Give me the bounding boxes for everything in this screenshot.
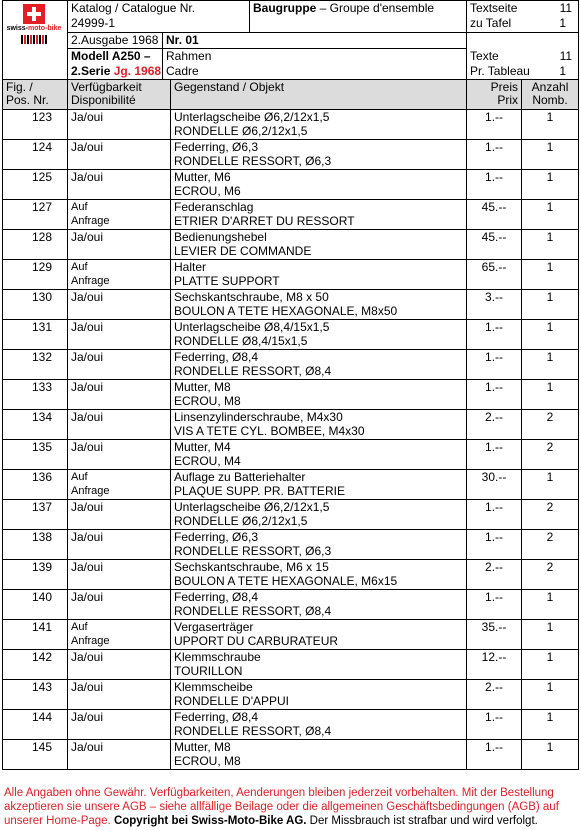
item-name-de: Mutter, M8 — [174, 740, 231, 754]
price: 1.-- — [467, 500, 522, 530]
quantity: 1 — [522, 290, 579, 320]
item-name-de: Auflage zu Batteriehalter — [174, 470, 306, 484]
group-name-fr: Cadre — [166, 64, 199, 78]
position-number: 125 — [3, 170, 68, 200]
availability: Ja/oui — [71, 530, 104, 544]
table-row — [3, 380, 579, 410]
disclaimer — [4, 786, 579, 828]
position-number: 145 — [3, 740, 68, 770]
item-name-fr: ECROU, M8 — [174, 754, 241, 768]
item-name-de: Federring, Ø8,4 — [174, 710, 259, 724]
position-number: 141 — [3, 620, 68, 650]
table-row — [3, 140, 579, 170]
table-row — [3, 710, 579, 740]
quantity: 1 — [522, 350, 579, 380]
item-name-fr: RONDELLE RESSORT, Ø6,3 — [174, 544, 332, 558]
textseite-box — [467, 1, 579, 33]
price: 1.-- — [467, 740, 522, 770]
position-number: 144 — [3, 710, 68, 740]
tafel-value: 1 — [559, 16, 567, 30]
tableau-label: Pr. Tableau — [470, 64, 530, 78]
item-name-fr: RONDELLE RESSORT, Ø8,4 — [174, 604, 332, 618]
position-number: 133 — [3, 380, 68, 410]
availability: Ja/oui — [71, 710, 104, 724]
table-row — [3, 650, 579, 680]
item-name-fr: RONDELLE D'APPUI — [174, 694, 289, 708]
stripes-icon — [6, 35, 62, 44]
quantity: 1 — [522, 140, 579, 170]
item-name-de: Unterlagscheibe Ø6,2/12x1,5 — [174, 110, 330, 124]
position-number: 138 — [3, 530, 68, 560]
table-row — [3, 290, 579, 320]
textseite-label: Textseite — [470, 1, 518, 15]
item-name-fr: RONDELLE Ø6,2/12x1,5 — [174, 124, 308, 138]
availability: Auf Anfrage — [71, 471, 110, 497]
price: 1.-- — [467, 350, 522, 380]
item-name-fr: TOURILLON — [174, 664, 243, 678]
item-name-de: Federring, Ø6,3 — [174, 140, 259, 154]
price: 1.-- — [467, 170, 522, 200]
availability: Ja/oui — [71, 410, 104, 424]
group-label: Baugruppe — [253, 1, 317, 15]
quantity: 1 — [522, 740, 579, 770]
table-row — [3, 500, 579, 530]
catalog-label: Katalog / Catalogue Nr. — [71, 1, 196, 15]
item-name-de: Bedienungshebel — [174, 230, 267, 244]
position-number: 136 — [3, 470, 68, 500]
tafel-label: zu Tafel — [470, 16, 512, 30]
quantity: 1 — [522, 710, 579, 740]
position-number: 124 — [3, 140, 68, 170]
texte-box — [467, 33, 579, 80]
price: 1.-- — [467, 440, 522, 470]
position-number: 137 — [3, 500, 68, 530]
swiss-moto-bike-logo — [6, 4, 62, 44]
price: 1.-- — [467, 110, 522, 140]
table-row — [3, 410, 579, 440]
table-row — [3, 470, 579, 500]
price: 12.-- — [467, 650, 522, 680]
availability: Ja/oui — [71, 650, 104, 664]
item-name-fr: RONDELLE Ø6,2/12x1,5 — [174, 514, 308, 528]
availability: Ja/oui — [71, 350, 104, 364]
quantity: 1 — [522, 260, 579, 290]
series-year: Jg. 1968 — [113, 64, 162, 78]
item-name-fr: VIS A TETE CYL. BOMBEE, M4x30 — [174, 424, 365, 438]
col-fig-1: Fig. / — [6, 80, 33, 94]
position-number: 134 — [3, 410, 68, 440]
group-label-fr: – Groupe d'ensemble — [316, 1, 435, 15]
quantity: 1 — [522, 320, 579, 350]
item-name-de: Klemmschraube — [174, 650, 261, 664]
table-row — [3, 530, 579, 560]
position-number: 127 — [3, 200, 68, 230]
table-row — [3, 170, 579, 200]
item-name-fr: PLAQUE SUPP. PR. BATTERIE — [174, 484, 345, 498]
quantity: 1 — [522, 590, 579, 620]
availability: Auf Anfrage — [71, 201, 110, 227]
item-name-de: Mutter, M6 — [174, 170, 231, 184]
item-name-fr: LEVIER DE COMMANDE — [174, 244, 312, 258]
price: 1.-- — [467, 530, 522, 560]
catalog-info — [68, 1, 467, 33]
item-name-de: Halter — [174, 260, 207, 274]
price: 1.-- — [467, 590, 522, 620]
position-number: 123 — [3, 110, 68, 140]
item-name-fr: ECROU, M6 — [174, 184, 241, 198]
quantity: 1 — [522, 170, 579, 200]
price: 65.-- — [467, 260, 522, 290]
availability: Ja/oui — [71, 680, 104, 694]
item-name-fr: UPPORT DU CARBURATEUR — [174, 634, 339, 648]
group-number: Nr. 01 — [163, 33, 466, 49]
table-row — [3, 740, 579, 770]
price: 1.-- — [467, 380, 522, 410]
quantity: 1 — [522, 650, 579, 680]
position-number: 140 — [3, 590, 68, 620]
price: 45.-- — [467, 230, 522, 260]
table-row — [3, 590, 579, 620]
availability: Ja/oui — [71, 560, 104, 574]
price: 2.-- — [467, 410, 522, 440]
item-name-de: Sechskantschraube, M6 x 15 — [174, 560, 329, 574]
quantity: 2 — [522, 530, 579, 560]
parts-table — [2, 0, 579, 770]
availability: Ja/oui — [71, 170, 104, 184]
price: 2.-- — [467, 560, 522, 590]
quantity: 1 — [522, 470, 579, 500]
item-name-de: Federring, Ø8,4 — [174, 590, 259, 604]
item-name-de: Federring, Ø8,4 — [174, 350, 259, 364]
item-name-de: Federanschlag — [174, 200, 254, 214]
logo-text-a: swiss- — [6, 25, 28, 32]
item-name-de: Mutter, M4 — [174, 440, 231, 454]
item-name-de: Klemmscheibe — [174, 680, 253, 694]
misuse-text: Der Missbrauch ist strafbar und wird verfolgt. — [306, 815, 538, 827]
price: 2.-- — [467, 680, 522, 710]
parts-rows — [3, 110, 579, 770]
table-row — [3, 620, 579, 650]
col-price-2: Prix — [497, 93, 519, 107]
quantity: 2 — [522, 410, 579, 440]
textseite-value: 11 — [559, 1, 573, 15]
availability: Auf Anfrage — [71, 621, 110, 647]
position-number: 129 — [3, 260, 68, 290]
position-number: 143 — [3, 680, 68, 710]
edition: 2.Ausgabe 1968 — [68, 33, 162, 49]
item-name-de: Sechskantschraube, M8 x 50 — [174, 290, 329, 304]
price: 1.-- — [467, 140, 522, 170]
item-name-de: Federring, Ø6,3 — [174, 530, 259, 544]
quantity: 1 — [522, 620, 579, 650]
col-qty-1: Anzahl — [531, 80, 569, 94]
table-row — [3, 440, 579, 470]
item-name-fr: BOULON A TETE HEXAGONALE, M6x15 — [174, 574, 398, 588]
item-name-fr: ECROU, M4 — [174, 454, 241, 468]
item-name-fr: RONDELLE RESSORT, Ø8,4 — [174, 364, 332, 378]
position-number: 128 — [3, 230, 68, 260]
model-info — [68, 33, 467, 80]
availability: Auf Anfrage — [71, 261, 110, 287]
position-number: 131 — [3, 320, 68, 350]
model-line: Modell A250 – — [71, 49, 151, 63]
logo-cell — [3, 1, 68, 80]
item-name-fr: PLATTE SUPPORT — [174, 274, 280, 288]
item-name-fr: RONDELLE Ø8,4/15x1,5 — [174, 334, 308, 348]
table-row — [3, 350, 579, 380]
table-row — [3, 230, 579, 260]
price: 30.-- — [467, 470, 522, 500]
availability: Ja/oui — [71, 320, 104, 334]
col-avail-2: Disponibilité — [71, 93, 136, 107]
position-number: 142 — [3, 650, 68, 680]
table-row — [3, 560, 579, 590]
availability: Ja/oui — [71, 590, 104, 604]
price: 35.-- — [467, 620, 522, 650]
price: 1.-- — [467, 710, 522, 740]
position-number: 130 — [3, 290, 68, 320]
quantity: 1 — [522, 680, 579, 710]
series-prefix: 2.Serie — [71, 64, 114, 78]
availability: Ja/oui — [71, 230, 104, 244]
table-row — [3, 320, 579, 350]
position-number: 135 — [3, 440, 68, 470]
price: 45.-- — [467, 200, 522, 230]
position-number: 132 — [3, 350, 68, 380]
copyright-text: Copyright bei Swiss-Moto-Bike AG. — [113, 815, 307, 827]
catalog-number: 24999-1 — [71, 16, 116, 30]
quantity: 1 — [522, 200, 579, 230]
price: 1.-- — [467, 320, 522, 350]
availability: Ja/oui — [71, 110, 104, 124]
catalog-header — [3, 1, 579, 110]
group-name-de: Rahmen — [166, 49, 212, 63]
col-avail-1: Verfügbarkeit — [71, 80, 142, 94]
swiss-cross-icon — [23, 4, 45, 24]
table-row — [3, 680, 579, 710]
item-name-de: Unterlagscheibe Ø8,4/15x1,5 — [174, 320, 330, 334]
col-item: Gegenstand / Objekt — [171, 80, 467, 110]
col-fig-2: Pos. Nr. — [6, 93, 49, 107]
texte-value: 11 — [559, 49, 573, 63]
column-header-row — [3, 80, 579, 110]
availability: Ja/oui — [71, 500, 104, 514]
disclaimer-text: Alle Angaben ohne Gewähr. Verfügbarkeiten, Aenderungen bleiben jederzeit vorbehalten. Mit der Bestellung akzeptieren sie unsere AGB – siehe allfällige Beilage oder die allgemeinen Geschäftsbedingungen (AGB) auf unserer Home-Page. — [4, 787, 559, 827]
table-row — [3, 200, 579, 230]
availability: Ja/oui — [71, 740, 104, 754]
item-name-de: Vergaserträger — [174, 620, 254, 634]
quantity: 2 — [522, 500, 579, 530]
item-name-fr: BOULON A TETE HEXAGONALE, M8x50 — [174, 304, 398, 318]
item-name-fr: RONDELLE RESSORT, Ø6,3 — [174, 154, 332, 168]
quantity: 1 — [522, 380, 579, 410]
table-row — [3, 260, 579, 290]
position-number: 139 — [3, 560, 68, 590]
tableau-value: 1 — [559, 64, 567, 78]
availability: Ja/oui — [71, 440, 104, 454]
item-name-de: Unterlagscheibe Ø6,2/12x1,5 — [174, 500, 330, 514]
quantity: 2 — [522, 560, 579, 590]
item-name-de: Mutter, M8 — [174, 380, 231, 394]
item-name-fr: ECROU, M8 — [174, 394, 241, 408]
item-name-fr: ETRIER D'ARRET DU RESSORT — [174, 214, 355, 228]
quantity: 1 — [522, 230, 579, 260]
price: 3.-- — [467, 290, 522, 320]
table-row — [3, 110, 579, 140]
quantity: 1 — [522, 110, 579, 140]
availability: Ja/oui — [71, 140, 104, 154]
logo-text-b: moto-bike — [27, 25, 62, 32]
texte-label: Texte — [470, 49, 499, 63]
col-qty-2: Nomb. — [532, 93, 568, 107]
item-name-de: Linsenzylinderschraube, M4x30 — [174, 410, 343, 424]
availability: Ja/oui — [71, 380, 104, 394]
col-price-1: Preis — [490, 80, 519, 94]
item-name-fr: RONDELLE RESSORT, Ø8,4 — [174, 724, 332, 738]
availability: Ja/oui — [71, 290, 104, 304]
quantity: 2 — [522, 440, 579, 470]
